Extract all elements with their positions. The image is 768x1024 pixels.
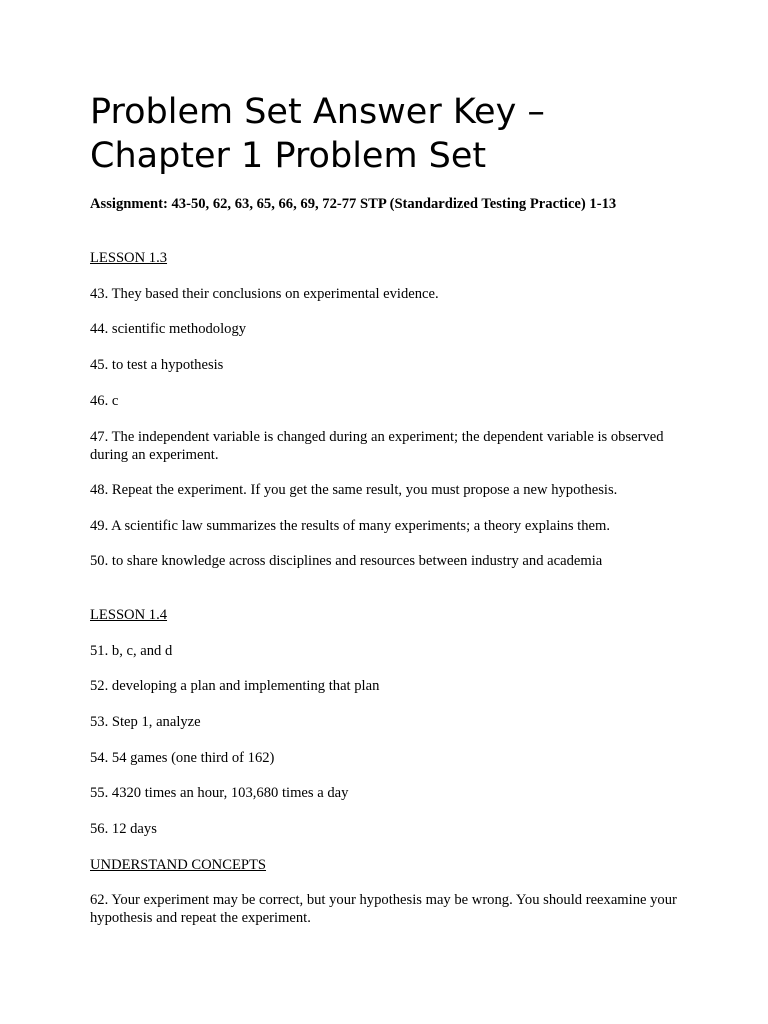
answer-item: 49. A scientific law summarizes the results of many experiments; a theory explains them. xyxy=(90,518,610,534)
answer-item: 51. b, c, and d xyxy=(90,643,173,659)
answer-item: 55. 4320 times an hour, 103,680 times a day xyxy=(90,785,349,801)
section-heading-lesson-1-4: LESSON 1.4 xyxy=(90,607,168,623)
answer-item: 50. to share knowledge across disciplines and resources between industry and academia xyxy=(90,553,603,569)
answer-item: 46. c xyxy=(90,393,119,409)
answer-item: 45. to test a hypothesis xyxy=(90,357,224,373)
title-line-1: Problem Set Answer Key – xyxy=(90,92,545,132)
answer-item: 48. Repeat the experiment. If you get the same result, you must propose a new hypothesis. xyxy=(90,482,618,498)
answer-item: 44. scientific methodology xyxy=(90,321,247,337)
title-line-2: Chapter 1 Problem Set xyxy=(90,136,487,176)
answer-item: 52. developing a plan and implementing that plan xyxy=(90,678,380,694)
answer-item: 53. Step 1, analyze xyxy=(90,714,201,730)
answer-item: 62. Your experiment may be correct, but your hypothesis may be wrong. You should reexamine your hypothesis and repeat the experiment. xyxy=(90,892,677,926)
section-heading-lesson-1-3: LESSON 1.3 xyxy=(90,250,168,266)
document-title xyxy=(90,90,690,178)
answer-item: 54. 54 games (one third of 162) xyxy=(90,750,275,766)
assignment-line: Assignment: 43-50, 62, 63, 65, 66, 69, 72-77 STP (Standardized Testing Practice) 1-13 xyxy=(90,196,617,212)
answer-item: 43. They based their conclusions on experimental evidence. xyxy=(90,286,439,302)
answer-item: 56. 12 days xyxy=(90,821,157,837)
answer-item: 47. The independent variable is changed during an experiment; the dependent variable is observed during an experiment. xyxy=(90,429,664,463)
section-heading-understand-concepts: UNDERSTAND CONCEPTS xyxy=(90,857,267,873)
